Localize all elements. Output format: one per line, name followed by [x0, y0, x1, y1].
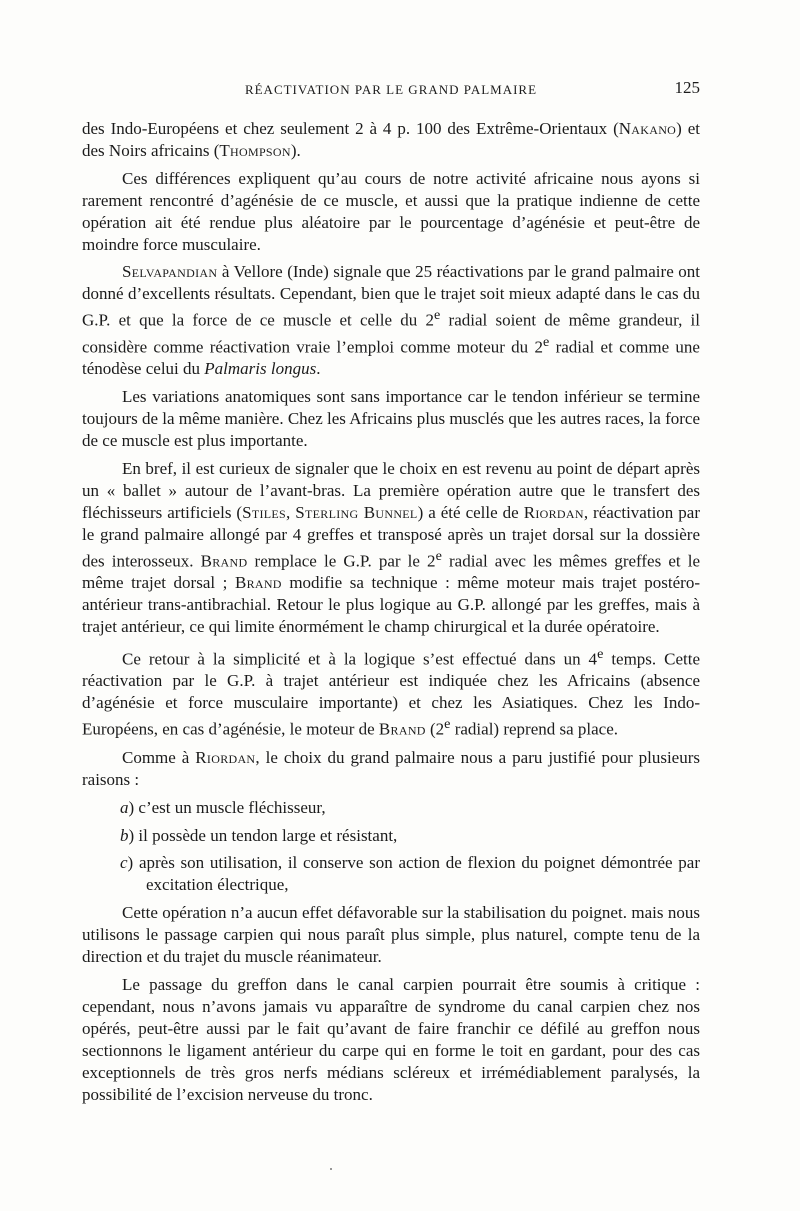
- running-head: [82, 78, 700, 102]
- superscript: e: [542, 333, 550, 350]
- text-run: temps. Cette réactivation par le G.P. à trajet antérieur est indiquée chez les Africains (absence d’agénésie et force musculaire importante) et chez les Asiatiques. Chez les Indo-Européens, en cas d’agénésie, le moteur de: [82, 649, 701, 739]
- text-run: ).: [290, 140, 301, 160]
- text-run: modifie sa technique : même moteur mais trajet postéro-antérieur trans-antibrachial. Retour le plus logique au G.P. allongé par les greffes, mais à trajet antérieur, ce qui limite énormément le champ chirurgical et la durée opératoire.: [82, 573, 700, 636]
- paragraph-4: Les variations anatomiques sont sans importance car le tendon inférieur se termine toujours de la même manière. Chez les Africains plus musclés que les autres races, la force de ce muscle est plus importante.: [82, 387, 700, 451]
- list-item: a) c’est un muscle fléchisseur,: [120, 797, 326, 817]
- text-run: à Vellore (Inde) signale que 25 réactivations par le grand palmaire ont donné d’excellents résultats. Cependant, bien que le trajet soit mieux adapté dans le cas du G.P. et que la force de ce muscle et celle du 2: [82, 262, 700, 330]
- body-text: [82, 118, 700, 1111]
- list-item: c) après son utilisation, il conserve son action de flexion du poignet démontrée par excitation électrique,: [120, 853, 700, 895]
- running-title: RÉACTIVATION PAR LE GRAND PALMAIRE: [244, 82, 538, 97]
- author-name: Sterling Bunnel: [295, 502, 418, 522]
- latin-term: Palmaris longus: [204, 359, 317, 379]
- author-name: Thompson: [219, 140, 291, 160]
- text-run: des Indo-Européens et chez seulement 2 à 4 p. 100 des Extrême-Orientaux (: [82, 119, 619, 138]
- paragraph-3: [82, 261, 700, 380]
- list-letter: c: [120, 853, 128, 873]
- paragraph-1: [82, 118, 700, 162]
- paragraph-5: [82, 458, 700, 638]
- superscript: e: [444, 716, 451, 733]
- list-letter: a: [120, 797, 129, 817]
- text-run: Comme à: [122, 747, 196, 767]
- text-run: , le choix du grand palmaire nous a paru justifié pour plusieurs raisons :: [82, 747, 700, 789]
- author-name: Riordan: [195, 747, 256, 767]
- text-run: , réactivation par le grand palmaire allongé par 4 greffes et transposé après un trajet dorsal sur la dossière des interosseux.: [82, 502, 700, 571]
- superscript: e: [434, 307, 441, 324]
- author-name: Stiles: [242, 502, 287, 522]
- text-run: radial avec les mêmes greffes et le même trajet dorsal ;: [82, 551, 701, 593]
- author-name: Riordan: [523, 502, 584, 522]
- text-run: En bref, il est curieux de signaler que le choix en est revenu au point de départ après un « ballet » autour de l’avant-bras. La première opération autre que le transfert des fléchisseurs artificiels (: [82, 459, 700, 522]
- author-name: Selvapandian: [122, 262, 218, 282]
- superscript: e: [597, 645, 604, 662]
- text-run: remplace le G.P. par le 2: [247, 551, 436, 571]
- list-text: c’est un muscle fléchisseur,: [138, 797, 326, 817]
- text-run: Ce retour à la simplicité et à la logique s’est effectué dans un 4: [122, 649, 598, 669]
- text-run: radial et comme une ténodèse celui du: [82, 337, 700, 379]
- list-text: après son utilisation, il conserve son action de flexion du poignet démontrée par excitation électrique,: [138, 853, 700, 895]
- paragraph-2: Ces différences expliquent qu’au cours de notre activité africaine nous ayons si rarement rencontré d’agénésie de ce muscle, et aussi que la pratique indienne de cette opération ait été rendue plus aléatoire par le pourcentage d’agénésie et peut-être de moindre force musculaire.: [82, 168, 700, 254]
- paragraph-6: [82, 644, 700, 741]
- text-run: .: [316, 359, 321, 379]
- list-text: il possède un tendon large et résistant,: [138, 825, 398, 845]
- list-item: b) il possède un tendon large et résistant,: [120, 825, 398, 845]
- text-run: (2: [425, 719, 445, 739]
- paragraph-9: Le passage du greffon dans le canal carpien pourrait être soumis à critique : cependant, nous n’avons jamais vu apparaître de syndrome du canal carpien chez nos opérés, peut-être aussi par le fait qu’avant de faire franchir ce défilé au greffon nous sectionnons le ligament antérieur du carpe qui en forme le toit en gardant, pour des cas exceptionnels de très gros nerfs médians scléreux et irrémédiablement paralysés, la possibilité de l’excision nerveuse du tronc.: [82, 975, 700, 1104]
- list-letter: b: [120, 825, 129, 845]
- print-speck: [330, 1168, 332, 1170]
- text-run: ) a été celle de: [417, 502, 524, 522]
- page-number: 125: [674, 78, 700, 97]
- author-name: Nakano: [618, 119, 677, 138]
- paragraph-7: [82, 747, 700, 791]
- text-run: radial soient de même grandeur, il considère comme réactivation vraie l’emploi comme moteur du 2: [82, 310, 701, 357]
- author-name: Brand: [378, 719, 426, 739]
- text-run: ,: [286, 502, 296, 522]
- text-run: radial) reprend sa place.: [450, 719, 619, 739]
- author-name: Brand: [200, 551, 248, 571]
- author-name: Brand: [234, 573, 282, 593]
- paragraph-8: Cette opération n’a aucun effet défavorable sur la stabilisation du poignet. mais nous utilisons le passage carpien qui nous paraît plus simple, plus naturel, compte tenu de la direction et du trajet du muscle réanimateur.: [82, 903, 700, 967]
- text-run: ) et des Noirs africains (: [82, 119, 700, 160]
- superscript: e: [435, 547, 442, 564]
